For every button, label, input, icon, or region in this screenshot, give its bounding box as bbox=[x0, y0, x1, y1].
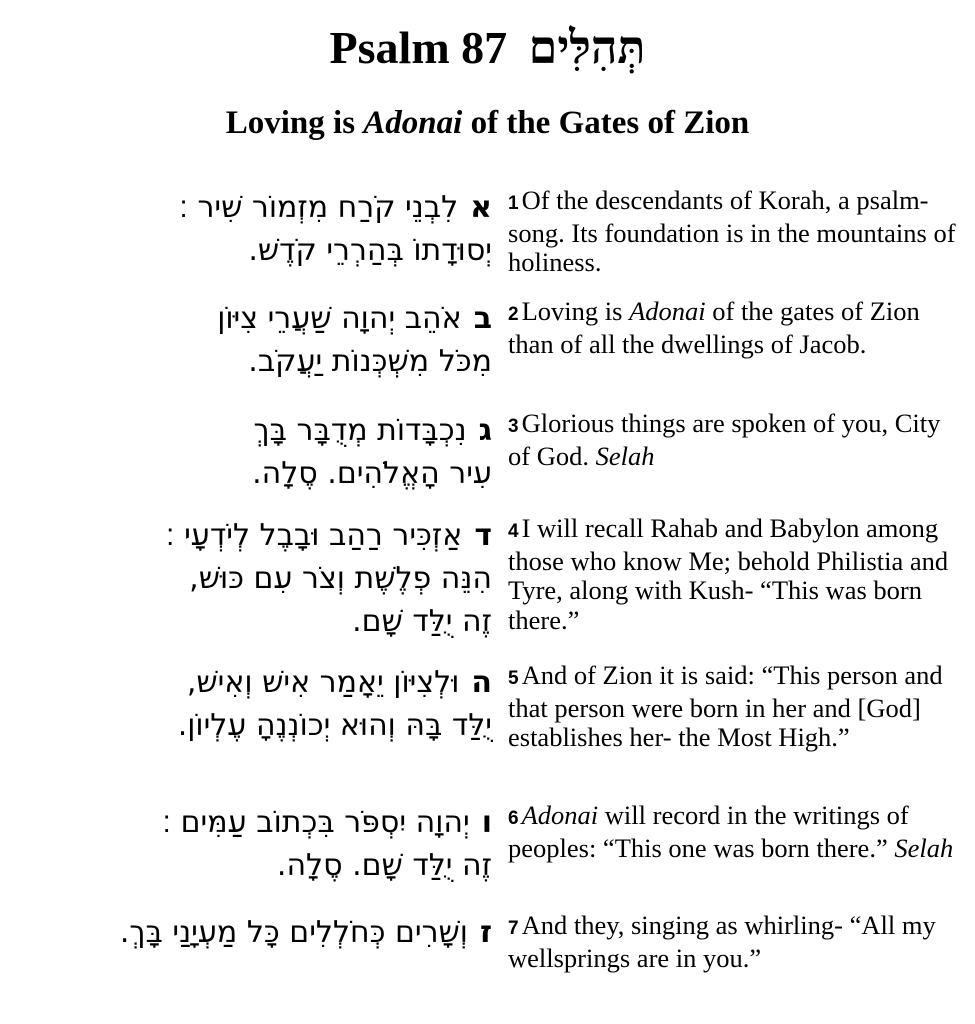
hebrew-line: הוּלְצִיּוֹן יֵאָמַר אִישׁ וְאִישׁ, bbox=[186, 665, 492, 700]
verse-7-english: 7 And they, singing as whirling- “All my wellsprings are in you.” bbox=[508, 910, 936, 973]
hebrew-line: זוְשָׁרִים כְּחֹלְלִים כָּל מַעְיָנַי בָּךְ. bbox=[119, 915, 492, 950]
subtitle-post: of the Gates of Zion bbox=[462, 105, 750, 141]
verse-3-english: 3 Glorious things are spoken of you, City of God. Selah bbox=[508, 408, 941, 471]
verse-4-hebrew bbox=[10, 514, 492, 643]
verse-2-hebrew bbox=[10, 297, 492, 383]
hebrew-line: זֶה יֻלַּד שָׁם. bbox=[352, 604, 492, 639]
verse-6-hebrew bbox=[10, 801, 492, 887]
verse-4-english: 4 I will recall Rahab and Babylon among those who know Me; behold Philistia and Tyre, along with Kush- “This was born there.” bbox=[508, 513, 949, 635]
hebrew-line: יֻלַּד בָּהּ וְהוּא יְכוֹנְנֶהָ עֶלְיוֹן. bbox=[177, 708, 492, 743]
verse-7-hebrew bbox=[10, 911, 492, 954]
verse-letter: ה bbox=[471, 665, 492, 700]
hebrew-line: אלִבְנֵי קֹרַח מִזְמוֹר שִׁיר ׃ bbox=[179, 190, 492, 225]
verse-number: 7 bbox=[508, 918, 519, 939]
selah: Selah bbox=[595, 440, 655, 471]
verse-number: 2 bbox=[508, 304, 519, 325]
title-hebrew: תְּהִלִּים bbox=[528, 22, 646, 73]
hebrew-line: עִיר הָאֱלֹהִים. סֶלָה. bbox=[252, 456, 492, 491]
verse-letter: ז bbox=[479, 915, 492, 950]
verse-letter: ג bbox=[478, 413, 492, 448]
divine-name: Adonai bbox=[629, 296, 706, 326]
verse-number: 1 bbox=[508, 193, 519, 214]
hebrew-line: דאַזְכִּיר רַהַב וּבָבֶל לְיֹדְעָי ׃ bbox=[165, 518, 492, 553]
verse-1-hebrew bbox=[10, 186, 492, 272]
hebrew-line: גנִכְבָּדוֹת מְדֻבָּר בָּךְ bbox=[253, 413, 492, 448]
verse-2-english: 2 Loving is Adonai of the gates of Zion than of all the dwellings of Jacob. bbox=[508, 296, 920, 359]
page-title bbox=[0, 20, 975, 76]
verse-letter: ד bbox=[474, 518, 492, 553]
selah: Selah bbox=[894, 832, 954, 863]
verse-number: 3 bbox=[508, 416, 519, 437]
verse-5-english: 5 And of Zion it is said: “This person and that person were born in her and [God] establishes her- the Most High.” bbox=[508, 660, 943, 752]
verse-5-hebrew bbox=[10, 661, 492, 747]
verse-number: 6 bbox=[508, 808, 519, 829]
hebrew-line: מִכֹּל מִשְׁכְּנוֹת יַעֲקֹב. bbox=[248, 344, 492, 379]
hebrew-line: באֹהֵב יְהוָה שַׁעֲרֵי צִיּוֹן bbox=[217, 301, 492, 336]
page-subtitle bbox=[0, 101, 975, 145]
verse-letter: א bbox=[470, 190, 492, 225]
verse-number: 4 bbox=[508, 521, 519, 542]
verse-3-hebrew bbox=[10, 409, 492, 495]
verse-letter: ב bbox=[473, 301, 492, 336]
verse-6-english: 6 Adonai will record in the writings of peoples: “This one was born there.” Selah bbox=[508, 800, 954, 863]
subtitle-divine-name: Adonai bbox=[363, 105, 463, 141]
hebrew-line: יְסוּדָתוֹ בְּהַרְרֵי קֹדֶשׁ. bbox=[248, 233, 492, 268]
hebrew-line: זֶה יֻלַּד שָׁם. סֶלָה. bbox=[276, 848, 492, 883]
hebrew-line: הִנֵּה פְלֶשֶׁת וְצֹר עִם כּוּשׁ, bbox=[189, 561, 492, 596]
hebrew-line: ויְהוָה יִסְפֹּר בִּכְתוֹב עַמִּים ׃ bbox=[162, 805, 492, 840]
verse-letter: ו bbox=[481, 805, 492, 840]
verse-number: 5 bbox=[508, 668, 519, 689]
divine-name: Adonai bbox=[521, 800, 599, 830]
verse-1-english: 1 Of the descendants of Korah, a psalm-song. Its foundation is in the mountains of holiness. bbox=[508, 185, 956, 277]
subtitle-pre: Loving is bbox=[225, 105, 364, 141]
title-english: Psalm 87 bbox=[329, 22, 508, 73]
